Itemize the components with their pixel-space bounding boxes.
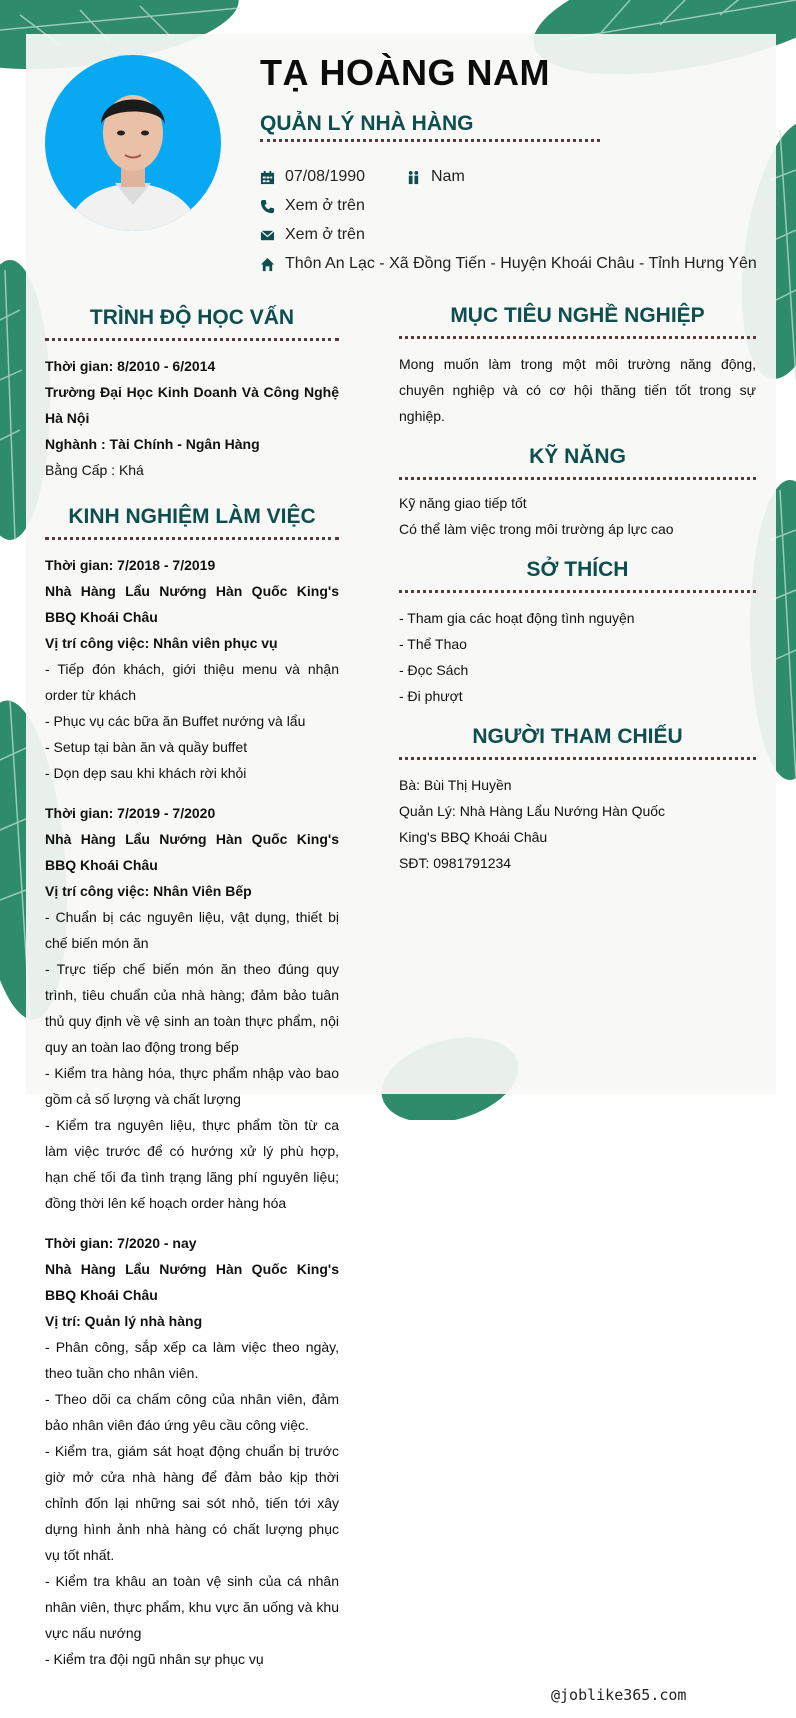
education-title: TRÌNH ĐỘ HỌC VẤN: [45, 306, 339, 341]
education-time: Thời gian: 8/2010 - 6/2014: [45, 358, 216, 374]
job-task: - Kiểm tra hàng hóa, thực phẩm nhập vào bao gồm cả số lượng và chất lượng: [45, 1065, 339, 1107]
objective-title: MỤC TIÊU NGHỀ NGHIỆP: [399, 304, 756, 339]
references-title: NGƯỜI THAM CHIẾU: [399, 725, 756, 760]
address: Thôn An Lạc - Xã Đồng Tiến - Huyện Khoái Châu - Tỉnh Hưng Yên: [285, 255, 757, 272]
reference-line: Bà: Bùi Thị Huyền: [399, 777, 512, 793]
job-task: - Phục vụ các bữa ăn Buffet nướng và lẩu: [45, 713, 306, 729]
calendar-icon: [260, 170, 275, 185]
skill-item: Kỹ năng giao tiếp tốt: [399, 495, 527, 511]
job-task: - Tiếp đón khách, giới thiệu menu và nhận order từ khách: [45, 661, 339, 703]
hobby-item: - Tham gia các hoạt động tình nguyện: [399, 610, 635, 626]
left-column: [45, 306, 339, 1672]
profile-photo: [45, 55, 221, 231]
job-task: - Chuẩn bị các nguyên liệu, vật dụng, thiết bị chế biến món ăn: [45, 909, 339, 951]
job-company: Nhà Hàng Lẩu Nướng Hàn Quốc King's BBQ Khoái Châu: [45, 831, 339, 873]
birth-date-row: [260, 168, 365, 186]
job-position: Vị trí công việc: Nhân viên phục vụ: [45, 635, 278, 651]
job-task: - Kiểm tra nguyên liệu, thực phẩm tồn từ ca làm việc trước để có hướng xử lý phù hợp, hạn chế tối đa tình trạng lãng phí nguyên liệu; đồng thời lên kế hoạch order hàng hóa: [45, 1117, 339, 1211]
watermark: @joblike365.com: [551, 1686, 687, 1704]
people-icon: [406, 170, 421, 185]
email: Xem ở trên: [285, 226, 365, 243]
address-row: [260, 255, 757, 273]
job-entry: [45, 552, 339, 786]
gender-row: [406, 168, 465, 186]
skill-item: Có thể làm việc trong môi trường áp lực cao: [399, 521, 674, 537]
education-major: Nghành : Tài Chính - Ngân Hàng: [45, 436, 260, 452]
job-entry: [45, 800, 339, 1216]
job-task: - Trực tiếp chế biến món ăn theo đúng quy trình, tiêu chuẩn của nhà hàng; đảm bảo tuân thủ quy định về vệ sinh an toàn thực phẩm, nội quy an toàn lao động trong bếp: [45, 961, 339, 1055]
phone-icon: [260, 199, 275, 214]
objective-text: Mong muốn làm trong một môi trường năng động, chuyên nghiệp và có cơ hội thăng tiến tốt trong sự nghiệp.: [399, 356, 756, 424]
reference-line: Quản Lý: Nhà Hàng Lẩu Nướng Hàn Quốc: [399, 803, 666, 819]
birth-date: 07/08/1990: [285, 168, 366, 185]
job-task: - Phân công, sắp xếp ca làm việc theo ngày, theo tuần cho nhân viên.: [45, 1339, 339, 1381]
job-entry: [45, 1230, 339, 1672]
hobby-item: - Đi phượt: [399, 688, 463, 704]
job-time: Thời gian: 7/2018 - 7/2019: [45, 557, 216, 573]
candidate-name: TẠ HOÀNG NAM: [260, 52, 550, 93]
reference-line: King's BBQ Khoái Châu: [399, 829, 548, 845]
right-column: [399, 304, 756, 876]
phone: Xem ở trên: [285, 197, 365, 214]
education-degree: Bằng Cấp : Khá: [45, 462, 144, 478]
job-position: Vị trí: Quản lý nhà hàng: [45, 1313, 203, 1329]
job-task: - Kiểm tra khâu an toàn vệ sinh của cá nhân nhân viên, thực phẩm, khu vực ăn uống và khu vực nấu nướng: [45, 1573, 339, 1641]
email-row: [260, 226, 365, 244]
phone-row: [260, 197, 365, 215]
job-time: Thời gian: 7/2020 - nay: [45, 1235, 197, 1251]
job-task: - Dọn dẹp sau khi khách rời khỏi: [45, 765, 247, 781]
job-title-divider: [260, 139, 600, 142]
avatar-icon: [45, 55, 221, 231]
job-position: Vị trí công việc: Nhân Viên Bếp: [45, 883, 252, 899]
job-task: - Kiểm tra đội ngũ nhân sự phục vụ: [45, 1651, 264, 1667]
job-company: Nhà Hàng Lẩu Nướng Hàn Quốc King's BBQ Khoái Châu: [45, 583, 339, 625]
envelope-icon: [260, 228, 275, 243]
home-icon: [260, 257, 275, 272]
reference-line: SĐT: 0981791234: [399, 855, 512, 871]
experience-title: KINH NGHIỆM LÀM VIỆC: [45, 505, 339, 540]
job-task: - Kiểm tra, giám sát hoạt động chuẩn bị trước giờ mở cửa nhà hàng để đảm bảo kịp thời chỉnh đốn lại những sai sót nhỏ, tiến tới xây dựng hình ảnh nhà hàng có chất lượng phục vụ tốt nhất.: [45, 1443, 339, 1563]
job-task: - Theo dõi ca chấm công của nhân viên, đảm bảo nhân viên đáo ứng yêu cầu công việc.: [45, 1391, 339, 1433]
job-company: Nhà Hàng Lẩu Nướng Hàn Quốc King's BBQ Khoái Châu: [45, 1261, 339, 1303]
hobby-item: - Đọc Sách: [399, 662, 469, 678]
job-time: Thời gian: 7/2019 - 7/2020: [45, 805, 216, 821]
skills-title: KỸ NĂNG: [399, 445, 756, 480]
gender: Nam: [431, 168, 465, 185]
job-task: - Setup tại bàn ăn và quầy buffet: [45, 739, 248, 755]
hobbies-title: SỞ THÍCH: [399, 558, 756, 593]
job-title: QUẢN LÝ NHÀ HÀNG: [260, 112, 474, 135]
education-school: Trường Đại Học Kinh Doanh Và Công Nghệ Hà Nội: [45, 384, 339, 426]
hobby-item: - Thể Thao: [399, 636, 467, 652]
